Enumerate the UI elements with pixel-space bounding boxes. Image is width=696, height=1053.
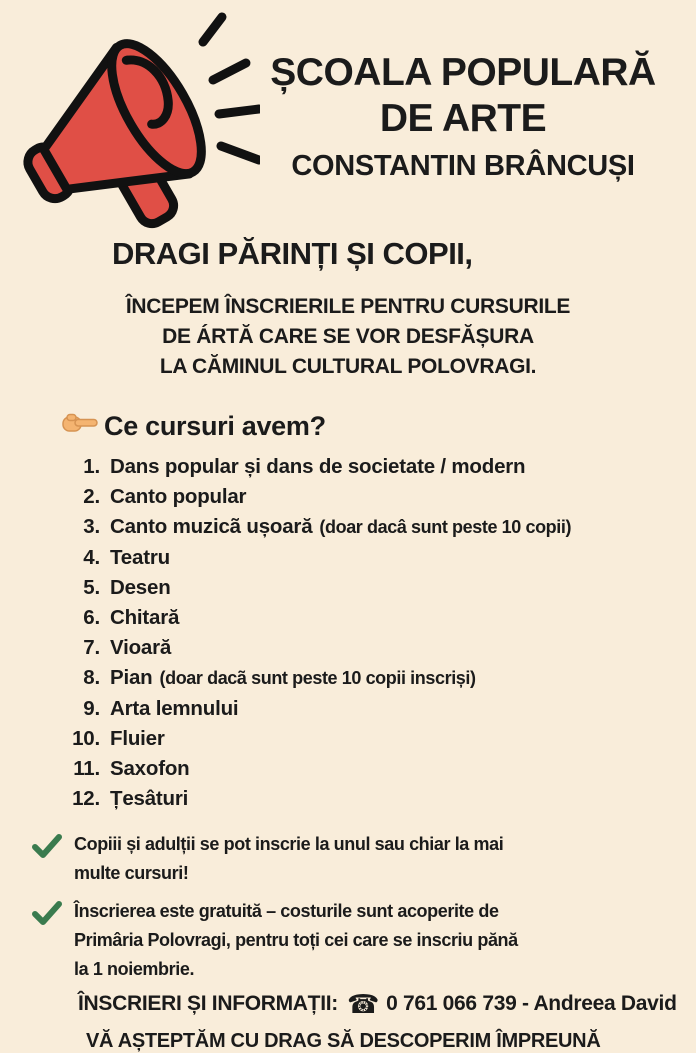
note-line: Primâria Polovragi, pentru toți cei care se inscriu pănă [74,930,518,950]
course-note: (doar dacâ sunt peste 10 copii) [319,517,572,538]
course-label: Pian [110,666,153,690]
course-label: Fluier [110,726,165,750]
course-label: Canto popular [110,485,247,509]
course-number: 10. [72,726,100,750]
intro-line1: ÎNCEPEM ÎNSCRIERILE PENTRU CURSURILE [125,295,571,318]
title-line3: CONSTANTIN BRÂNCUȘI [291,150,635,182]
note-text [74,830,503,888]
checkmark-icon [32,833,62,888]
notes-section [32,830,518,993]
course-number: 3. [83,515,100,539]
course-item [52,452,571,482]
course-item [52,724,571,754]
course-number: 1. [83,455,100,478]
course-label: Saxofon [110,757,190,781]
note-text [74,897,518,984]
course-label: Vioară [110,636,172,660]
course-number: 12. [72,787,100,811]
course-number: 8. [83,666,100,690]
note-item [32,830,518,888]
course-label: Teatru [110,545,170,569]
intro-line3: LA CĂMINUL CULTURAL POLOVRAGI. [159,355,537,378]
note-line: la 1 noiembrie. [74,959,195,979]
course-item [52,512,571,542]
school-title [238,50,688,186]
course-number: 9. [83,696,100,720]
course-item [52,663,571,693]
course-list [52,452,571,814]
telephone-icon: ☎ [346,988,380,1019]
checkmark-icon [32,900,62,984]
course-label: Arta lemnului [110,696,239,720]
course-item [52,482,571,512]
note-line: multe cursuri! [74,863,189,883]
course-label: Canto muzicã ușoară [110,515,313,539]
courses-heading [62,410,326,443]
contact-label: ÎNSCRIERI ȘI INFORMAȚII: [78,992,338,1015]
course-item [52,633,571,663]
course-number: 11. [73,757,100,781]
course-number: 7. [83,636,100,660]
megaphone-icon [10,8,260,253]
course-label: Țesâturi [110,787,189,811]
course-item [52,784,571,814]
course-label: Dans popular și dans de societate / modern [110,455,526,478]
course-number: 4. [83,545,100,569]
pointing-finger-icon [62,410,98,443]
note-line: Copiii și adulții se pot inscrie la unul sau chiar la mai [74,834,504,854]
course-number: 5. [83,575,100,599]
contact-line [78,988,677,1019]
course-label: Chitară [110,606,180,630]
course-number: 6. [83,606,100,630]
course-label: Desen [110,575,171,599]
title-line2: DE ARTE [379,97,547,140]
note-item [32,897,518,984]
note-line: Înscrierea este gratuită – costurile sunt acoperite de [74,901,499,921]
intro-text [48,292,648,382]
greeting-heading: DRAGI PĂRINȚI ȘI COPII, [112,236,473,271]
intro-line2: DE ÁRTĂ CARE SE VOR DESFĂȘURA [162,325,534,348]
course-item [52,754,571,784]
course-item [52,573,571,603]
title-line1: ȘCOALA POPULARĂ [270,51,656,94]
course-item [52,603,571,633]
course-item [52,543,571,573]
courses-heading-label: Ce cursuri avem? [104,411,326,441]
course-number: 2. [83,485,100,509]
course-note: (doar dacã sunt peste 10 copii inscriși) [159,668,476,689]
contact-phone-number: 0 761 066 739 - Andreea David [386,992,677,1015]
course-item [52,694,571,724]
footer-text: VĂ AȘTEPTĂM CU DRAG SĂ DESCOPERIM ÎMPREUNĂ [86,1030,601,1052]
